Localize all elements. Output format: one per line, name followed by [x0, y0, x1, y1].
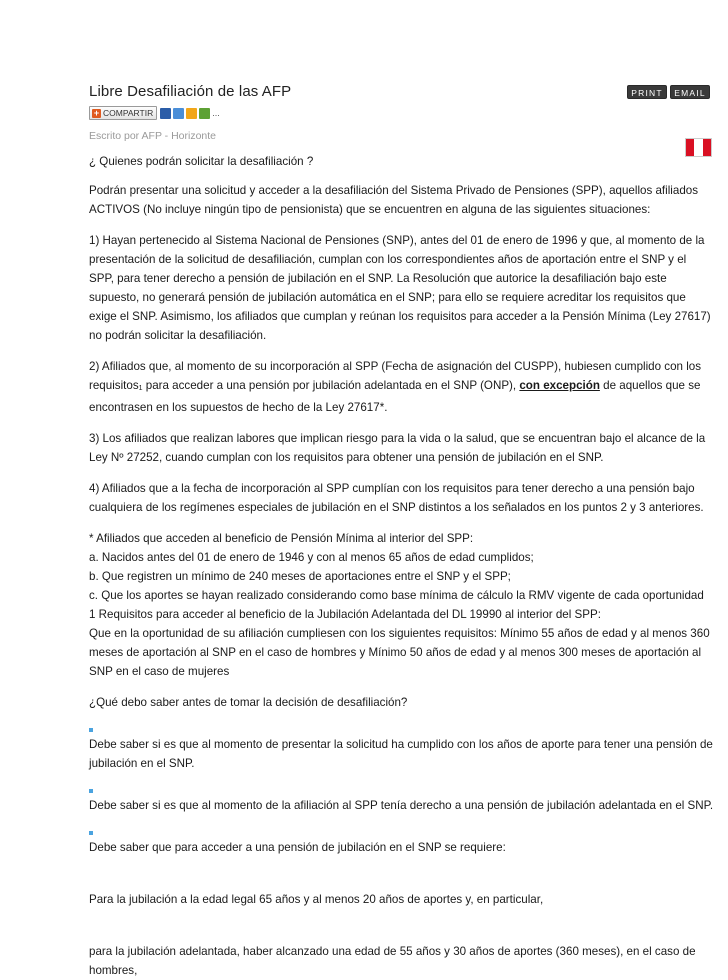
question-what: ¿Qué debo saber antes de tomar la decisión de desafiliación? — [89, 696, 408, 709]
point-2 — [89, 357, 714, 417]
know-3: Debe saber que para acceder a una pensión de jubilación en el SNP se requiere: — [89, 841, 506, 854]
know-2: Debe saber si es que al momento de la afiliación al SPP tenía derecho a una pensión de jubilación adelantada en el SNP. — [89, 799, 714, 812]
point-1: 1) Hayan pertenecido al Sistema Nacional de Pensiones (SNP), antes del 01 de enero de 1996 y que, al momento de la presentación de la solicitud de desafiliación, cumplan con los correspondientes años de aportación entre el SNP y el SPP, para tener derecho a pensión de jubilación en el SNP. La Resolución que autorice la desafiliación bajo este supuesto, no generará pensión de jubilación automática en el SNP; para ello se requiere acreditar los requisitos que exige el SNP. Asimismo, los afiliados que cumplan y reúnan los requisitos para acceder a la Pensión Mínima (Ley 27617) no podrán solicitar la desafiliación. — [89, 234, 711, 342]
article — [89, 82, 714, 980]
more-services[interactable]: ... — [212, 107, 220, 118]
share-label: COMPARTIR — [103, 107, 154, 118]
digg-icon[interactable] — [173, 108, 184, 119]
exception-emphasis: con excepción — [519, 379, 600, 392]
note-1b: Que en la oportunidad de su afiliación cumpliesen con los siguientes requisitos: Mínimo 55 años de edad y al menos 360 meses de aportación al SNP en el caso de hombres y Mínimo 50 años de edad y al menos 300 meses de aportación al SNP en el caso de mujeres — [89, 627, 710, 678]
point-4: 4) Afiliados que a la fecha de incorporación al SPP cumplían con los requisitos para tener derecho a una pensión bajo cualquiera de los regímenes especiales de jubilación en el SNP distintos a los señalados en los puntos 2 y 3 anteriores. — [89, 482, 704, 514]
favorites-icon[interactable] — [186, 108, 197, 119]
bookmark-icon[interactable] — [199, 108, 210, 119]
requirement-1: Para la jubilación a la edad legal 65 años y al menos 20 años de aportes y, en particular, — [89, 893, 544, 906]
note-1: 1 Requisitos para acceder al beneficio de la Jubilación Adelantada del DL 19990 al interior del SPP: — [89, 608, 601, 621]
print-button[interactable]: PRINT — [627, 85, 667, 99]
point-2-text-b: para acceder a una pensión por jubilación adelantada en el SNP (ONP), — [142, 379, 520, 392]
note-a: a. Nacidos antes del 01 de enero de 1946 y con al menos 65 años de edad cumplidos; — [89, 551, 534, 564]
peru-flag-icon — [685, 138, 712, 157]
point-2-text-a: 2) Afiliados que, al momento de su incorporación al SPP (Fecha de asignación del CUSPP), hubiesen cumplido con los requisitos — [89, 360, 702, 392]
point-3: 3) Los afiliados que realizan labores que implican riesgo para la vida o la salud, que se encuentran bajo el alcance de la Ley Nº 27252, cuando cumplan con los requisitos para obtener una pensión de jubilación en el SNP. — [89, 432, 706, 464]
plus-icon: + — [93, 107, 100, 118]
footnotes — [89, 529, 714, 681]
share-button[interactable] — [89, 106, 157, 120]
note-b: b. Que registren un mínimo de 240 meses de aportaciones entre el SNP y el SPP; — [89, 570, 511, 583]
note-title: * Afiliados que acceden al beneficio de Pensión Mínima al interior del SPP: — [89, 532, 474, 545]
question-who: ¿ Quienes podrán solicitar la desafiliación ? — [89, 155, 314, 168]
bullet-icon — [89, 789, 93, 793]
know-1: Debe saber si es que al momento de presentar la solicitud ha cumplido con los años de aporte para tener una pensión de jubilación en el SNP. — [89, 738, 713, 770]
note-c: c. Que los aportes se hayan realizado considerando como base mínima de cálculo la RMV vigente de cada oportunidad — [89, 589, 704, 602]
delicious-icon[interactable] — [160, 108, 171, 119]
article-actions — [627, 85, 710, 99]
article-title: Libre Desafiliación de las AFP — [89, 83, 292, 100]
point-2-text-c: de aquellos que se encontrasen en los supuestos de hecho de la Ley 27617*. — [89, 379, 701, 414]
email-button[interactable]: EMAIL — [670, 85, 710, 99]
intro-paragraph: Podrán presentar una solicitud y acceder a la desafiliación del Sistema Privado de Pensiones (SPP), aquellos afiliados ACTIVOS (No incluye ningún tipo de pensionista) que se encuentren en alguna de las siguientes situaciones: — [89, 184, 699, 216]
share-services — [160, 108, 220, 119]
bullet-icon — [89, 831, 93, 835]
bullet-icon — [89, 728, 93, 732]
title-row — [89, 82, 714, 104]
requirement-2: para la jubilación adelantada, haber alcanzado una edad de 55 años y 30 años de aportes (360 meses), en el caso de hombres, — [89, 945, 696, 977]
share-bar — [89, 105, 714, 121]
byline: Escrito por AFP - Horizonte — [89, 130, 217, 142]
footnote-ref: 1 — [138, 385, 143, 392]
